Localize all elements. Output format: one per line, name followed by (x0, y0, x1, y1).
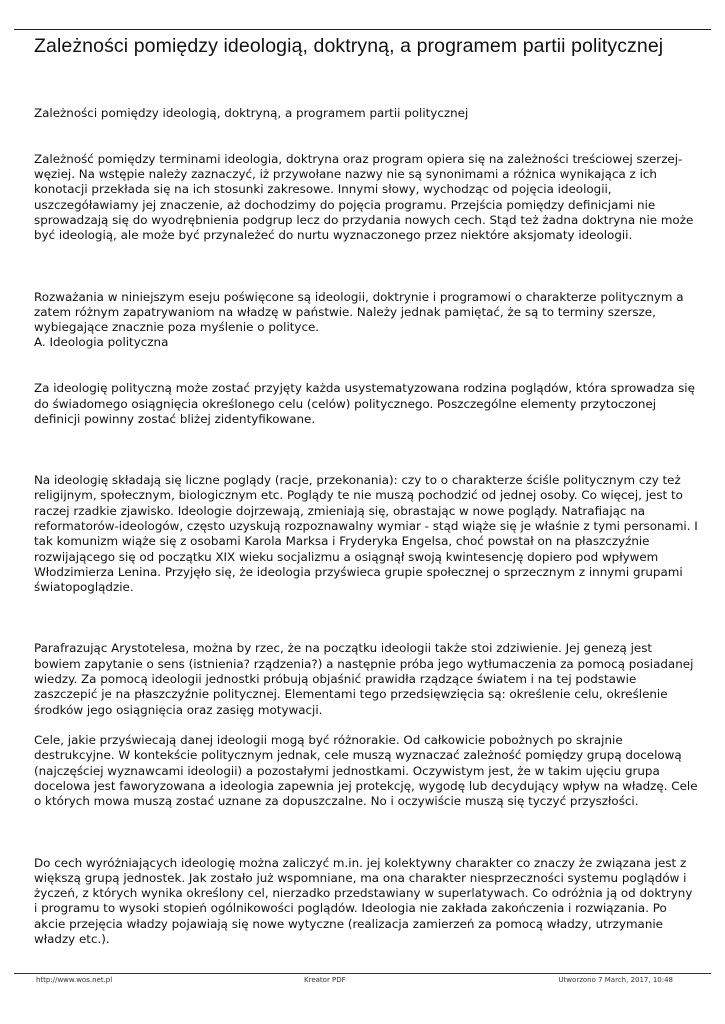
paragraph-1: Zależność pomiędzy terminami ideologia, doktryna oraz program opiera się na zależności treściowej szerzej-węziej. Na wstępie należy zaznaczyć, iż przywołane nazwy nie są synonimami a różnica wynikająca z ich konotacji przekłada się na ich stosunki zakresowe. Innymi słowy, wychodząc od pojęcia ideologii, uszczegóławiamy jej znaczenie, aż dochodzimy do pojęcia programu. Przejścia pomiędzy definicjami nie sprowadzają się do wyodrębnienia podgrup lecz do przydania nowych cech. Stąd też żadna doktryna nie może być ideologią, ale może być przynależeć do nurtu wyznaczonego przez niektóre aksjomaty ideologii. (34, 151, 694, 243)
section-a-heading: A. Ideologia polityczna (34, 335, 169, 350)
footer-rule (14, 973, 711, 974)
paragraph-3: Za ideologię polityczną może zostać przyjęty każda usystematyzowana rodzina poglądów, która sprowadza się do świadomego osiągnięcia określonego celu (celów) politycznego. Poszczególne elementy przytoczonej definicji powinny zostać bliżej zidentyfikowane. (34, 381, 695, 426)
article-subtitle: Zależności pomiędzy ideologią, doktryną, a programem partii politycznej (34, 106, 469, 120)
paragraph-6: Cele, jakie przyświecają danej ideologii mogą być różnorakie. Od całkowicie pobożnych po skrajnie destrukcyjne. W kontekście politycznym jednak, cele muszą wyznaczać zależność pomiędzy grupą docelową (najczęściej wyznawcami ideologii) a pozostałymi jednostkami. Oczywistym jest, że w takim ujęciu grupa docelowa jest faworyzowana a ideologia zapewnia jej protekcję, wygodę lub decydujący wpływ na władzę. Cele o których mowa muszą zostać uznane za dopuszczalne. No i oczywiście muszą się tyczyć przyszłości. (34, 733, 698, 809)
header-rule (14, 29, 711, 30)
paragraph-2: Rozważania w niniejszym eseju poświęcone są ideologii, doktrynie i programowi o charakterze politycznym a zatem różnym zapatrywaniom na władzę w państwie. Należy jednak pamiętać, że są to terminy szersze, wybiegające znacznie poza myślenie o polityce. (34, 289, 684, 335)
footer-generator: Kreator PDF (304, 976, 346, 984)
paragraph-4: Na ideologię składają się liczne poglądy (racje, przekonania): czy to o charakterze ściśle politycznym czy też religijnym, społecznym, biologicznym etc. Poglądy te nie muszą pochodzić od jednej osoby. Co więcej, jest to raczej rzadkie zjawisko. Ideologie dojrzewają, zmieniają się, obrastając w nowe poglądy. Natrafiając na reformatorów-ideologów, często uzyskują rozpoznawalny wymiar - stąd wiąże się je właśnie z tymi personami. I tak komunizm wiąże się z osobami Karola Marksa i Fryderyka Engelsa, choć powstał on na płaszczyźnie rozwijającego się od początku XIX wieku socjalizmu a osiągnął swoją kwintesencję dopiero pod wpływem Włodzimierza Lenina. Przyjęło się, że ideologia przyświeca grupie społecznej o sprzecznym z innymi grupami światopoglądzie. (34, 473, 698, 595)
paragraph-5: Parafrazując Arystotelesa, można by rzec, że na początku ideologii także stoi zdziwienie. Jej genezą jest bowiem zapytanie o sens (istnienia? rządzenia?) a następnie próba jego wytłumaczenia za pomocą posiadanej wiedzy. Za pomocą ideologii jednostki próbują objaśnić prawidła rządzące światem i na tej podstawie zaszczepić je na płaszczyźnie politycznej. Elementami tego przedsięwzięcia są: określenie celu, określenie środków jego osiągnięcia oraz zasięg motywacji. (34, 641, 694, 717)
page-title: Zależności pomiędzy ideologią, doktryną, a programem partii politycznej (34, 35, 664, 57)
footer-url: http://www.wos.net.pl (36, 976, 113, 984)
footer-created-date: Utworzono 7 March, 2017, 10:48 (558, 976, 673, 984)
paragraph-7: Do cech wyróżniających ideologię można zaliczyć m.in. jej kolektywny charakter co znaczy że związana jest z większą grupą jednostek. Jak zostało już wspomniane, ma ona charakter niesprzeczności systemu poglądów i życzeń, z których wynika określony cel, nierzadko przedstawiany w superlatywach. Co odróżnia ją od doktryny i programu to wysoki stopień ogólnikowości poglądów. Ideologia nie zakłada zakończenia i rozwiązania. Po akcie przejęcia władzy pojawiają się nowe wytyczne (realizacja zamierzeń za pomocą władzy, utrzymanie władzy etc.). (34, 855, 693, 947)
article-body (34, 106, 698, 947)
